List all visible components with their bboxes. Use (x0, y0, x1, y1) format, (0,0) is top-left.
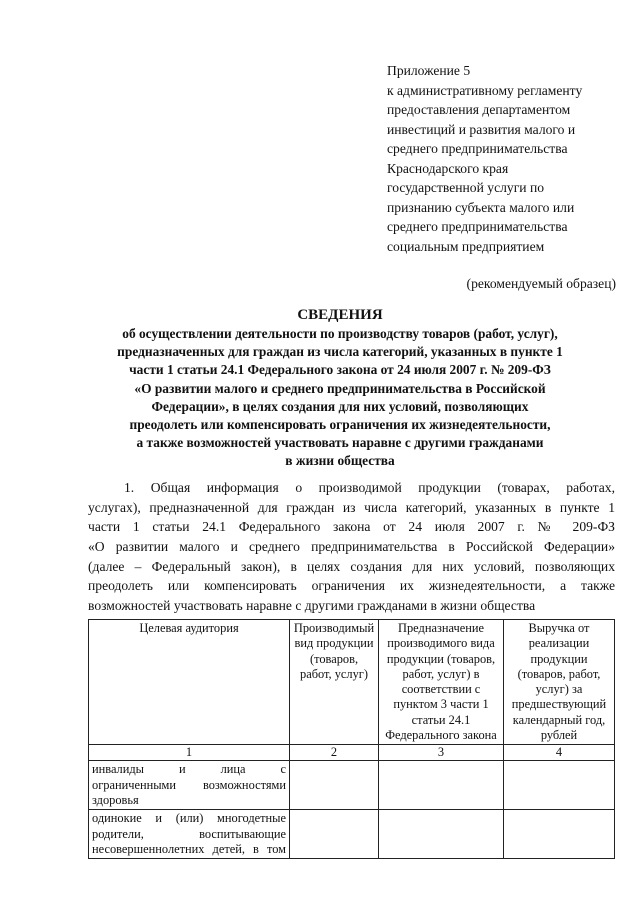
document-heading (80, 305, 600, 471)
appendix-line: среднего предпринимательства (387, 219, 568, 234)
heading-line: об осуществлении деятельности по производству товаров (работ, услуг), (122, 326, 558, 341)
appendix-block (387, 61, 627, 256)
appendix-line: Приложение 5 (387, 63, 471, 78)
column-number: 2 (290, 745, 379, 761)
heading-line: части 1 статьи 24.1 Федерального закона от 24 июля 2007 г. № 209-ФЗ (129, 362, 551, 378)
table-cell (290, 761, 379, 810)
header-revenue: Выручка от реализации продукции (товаров, работ, услуг) за предшествующий календарный год, рублей (504, 620, 615, 745)
column-number: 1 (89, 745, 290, 761)
column-number: 4 (504, 745, 615, 761)
appendix-line: среднего предпринимательства (387, 141, 568, 156)
paragraph-line: услугах), предназначенной для граждан из числа категорий, указанных в пункте 1 (88, 499, 615, 515)
table-row (89, 810, 615, 859)
paragraph-line: части 1 статьи 24.1 Федерального закона от 24 июля 2007 г. № 209-ФЗ (88, 519, 615, 535)
appendix-line: предоставления департаментом (387, 102, 571, 117)
appendix-line: инвестиций и развития малого и (387, 121, 576, 137)
header-target-audience: Целевая аудитория (89, 620, 290, 745)
row-label-line: одинокие и (или) многодетные (92, 811, 286, 826)
paragraph-line: 1. Общая информация о производимой продукции (товарах, работах, (124, 480, 615, 495)
row-label-line: инвалиды и лица с (92, 762, 286, 777)
info-table (88, 619, 615, 859)
row-label-line: ограниченными возможностями (92, 777, 286, 792)
paragraph-line: «О развитии малого и среднего предпринимательства в Российской Федерации» (88, 539, 615, 555)
header-purpose: Предназначение производимого вида продукции (товаров, работ, услуг) в соответствии с пунктом 3 части 1 статьи 24.1 Федерального закона (379, 620, 504, 745)
row-label-line: несовершеннолетних детей, в том (92, 841, 286, 856)
table-cell (379, 810, 504, 859)
column-number-row (89, 745, 615, 761)
heading-line: а также возможностей участвовать наравне с другими гражданами (136, 435, 544, 451)
appendix-line: социальным предприятием (387, 238, 545, 254)
paragraph-line: возможностей участвовать наравне с другими гражданами в жизни общества (88, 598, 536, 614)
table-header-row (89, 620, 615, 745)
header-product-type: Производимый вид продукции (товаров, работ, услуг) (290, 620, 379, 745)
appendix-line: признанию субъекта малого или (387, 199, 575, 215)
table-cell (290, 810, 379, 859)
paragraph-line: преодолеть или компенсировать ограничения их жизнедеятельности, а также (88, 578, 615, 594)
row-label-line: родители, воспитывающие (92, 826, 286, 841)
appendix-line: Краснодарского края (387, 160, 509, 176)
appendix-line: к административному регламенту (387, 82, 583, 98)
row-label-disabled (89, 761, 290, 810)
section-1-paragraph (88, 478, 615, 616)
row-label-line: здоровья (92, 792, 139, 807)
heading-line: преодолеть или компенсировать ограничения их жизнедеятельности, (129, 417, 551, 433)
row-label-single-parents (89, 810, 290, 859)
document-title: СВЕДЕНИЯ (297, 307, 383, 323)
table-cell (504, 761, 615, 810)
column-number: 3 (379, 745, 504, 761)
paragraph-line: (далее – Федеральный закон), в целях создания для них условий, позволяющих (88, 558, 615, 574)
heading-line: «О развитии малого и среднего предпринимательства в Российской (134, 380, 546, 396)
sample-note: (рекомендуемый образец) (466, 276, 616, 291)
table-row (89, 761, 615, 810)
appendix-line: государственной услуги по (387, 180, 545, 195)
heading-line: в жизни общества (285, 453, 395, 469)
table-cell (379, 761, 504, 810)
table-cell (504, 810, 615, 859)
heading-line: предназначенных для граждан из числа категорий, указанных в пункте 1 (117, 344, 563, 360)
heading-line: Федерации», в целях создания для них условий, позволяющих (151, 398, 529, 414)
